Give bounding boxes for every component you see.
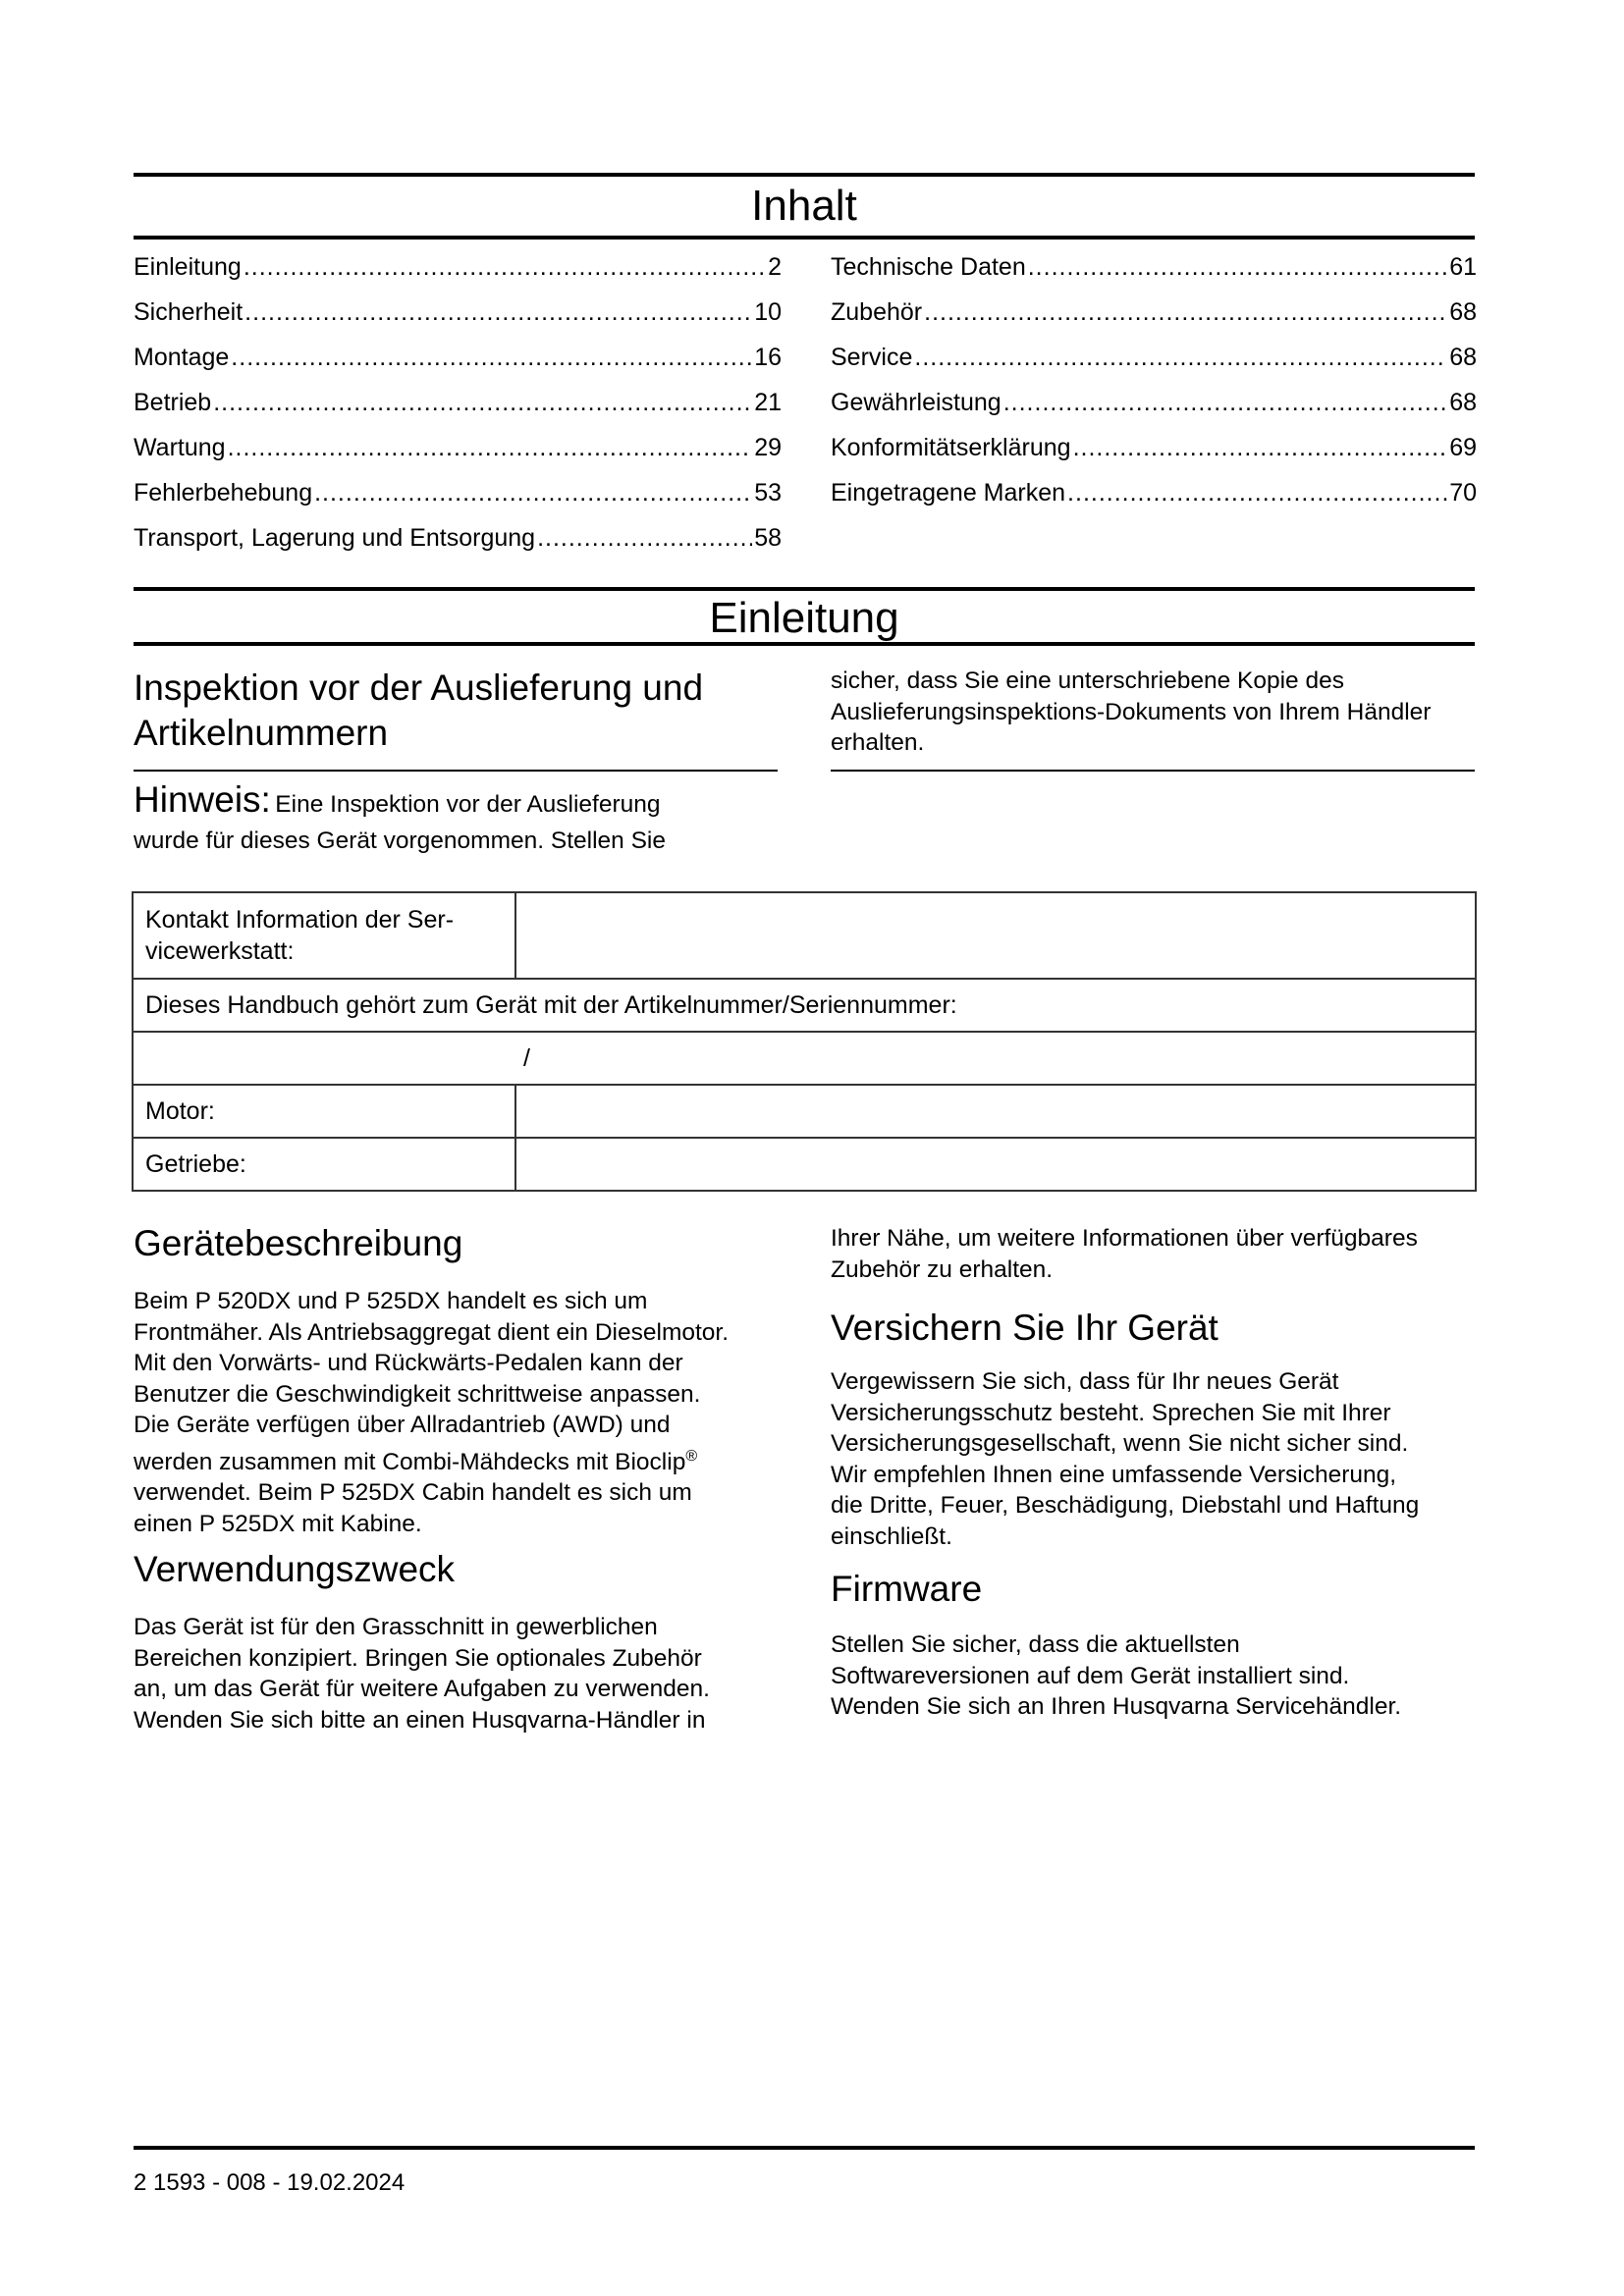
toc-item[interactable]: Konformitätserklärung ..... 69 <box>831 428 1477 473</box>
einleitung-bottom-rule <box>134 642 1475 646</box>
toc-right-column <box>831 247 1477 518</box>
toc-left-column <box>134 247 782 563</box>
getriebe-label: Getriebe: <box>133 1138 515 1191</box>
serial-number-field[interactable]: / <box>133 1032 1476 1085</box>
toc-item[interactable]: Fehlerbehebung ..... 53 <box>134 473 782 518</box>
toc-top-rule <box>134 173 1475 177</box>
toc-title: Inhalt <box>751 182 857 230</box>
service-info-form <box>132 891 1477 1192</box>
footer-rule <box>134 2146 1475 2150</box>
toc-item[interactable]: Sicherheit ..... 10 <box>134 293 782 338</box>
manual-belongs-label: Dieses Handbuch gehört zum Gerät mit der Artikelnummer/Seriennummer: <box>133 979 1476 1032</box>
toc-item[interactable]: Eingetragene Marken ..... 70 <box>831 473 1477 518</box>
einleitung-title: Einleitung <box>709 594 899 642</box>
toc-item[interactable]: Montage ..... 16 <box>134 338 782 383</box>
firmware-heading: Firmware <box>831 1569 983 1609</box>
motor-field[interactable] <box>515 1085 1476 1138</box>
toc-bottom-rule <box>134 236 1475 240</box>
inspection-right-text: sicher, dass Sie eine unterschriebene Kopie des Auslieferungsinspektions-Dokuments von Ihrem Händler erhalten. <box>831 667 1432 756</box>
toc-item[interactable]: Betrieb ..... 21 <box>134 383 782 428</box>
verwendungszweck-text: Das Gerät ist für den Grasschnitt in gewerblichen Bereichen konzipiert. Bringen Sie optionales Zubehör an, um das Gerät für weitere Aufgaben zu verwenden. Wenden Sie sich bitte an einen Husqvarna-Händler in <box>134 1614 710 1734</box>
hinweis-note: Hinweis: Eine Inspektion vor der Auslieferung wurde für dieses Gerät vorgenommen. Stellen Sie <box>134 779 666 854</box>
contact-label: Kontakt Information der Ser- vicewerkstatt: <box>133 892 515 979</box>
toc-item[interactable]: Wartung ..... 29 <box>134 428 782 473</box>
verwendungszweck-heading: Verwendungszweck <box>134 1549 456 1589</box>
geraetebeschreibung-heading: Gerätebeschreibung <box>134 1223 463 1263</box>
contact-field[interactable] <box>515 892 1476 979</box>
firmware-text: Stellen Sie sicher, dass die aktuellsten Softwareversionen auf dem Gerät installiert sind. Wenden Sie sich an Ihren Husqvarna Servicehändler. <box>831 1631 1402 1720</box>
toc-item[interactable]: Service ..... 68 <box>831 338 1477 383</box>
toc-item[interactable]: Zubehör ..... 68 <box>831 293 1477 338</box>
inspection-right-rule <box>831 770 1475 772</box>
toc-item[interactable]: Transport, Lagerung und Entsorgung ..... 58 <box>134 518 782 563</box>
motor-label: Motor: <box>133 1085 515 1138</box>
versichern-text: Vergewissern Sie sich, dass für Ihr neues Gerät Versicherungsschutz besteht. Sprechen Sie mit Ihrer Versicherungsgesellschaft, wenn Sie nicht sicher sind. Wir empfehlen Ihnen eine umfassende Versicherung, die Dritte, Feuer, Beschädigung, Diebstahl und Haftung einschließt. <box>831 1368 1420 1550</box>
toc-item[interactable]: Gewährleistung ..... 68 <box>831 383 1477 428</box>
getriebe-field[interactable] <box>515 1138 1476 1191</box>
toc-item[interactable]: Technische Daten ..... 61 <box>831 247 1477 293</box>
versichern-heading: Versichern Sie Ihr Gerät <box>831 1308 1218 1348</box>
inspection-heading: Inspektion vor der Auslieferung und Artikelnummern <box>134 667 704 753</box>
footer-page-info: 2 1593 - 008 - 19.02.2024 <box>134 2169 406 2196</box>
verwendungszweck-continued: Ihrer Nähe, um weitere Informationen über verfügbares Zubehör zu erhalten. <box>831 1225 1418 1283</box>
toc-item[interactable]: Einleitung ..... 2 <box>134 247 782 293</box>
registered-mark: ® <box>685 1447 698 1465</box>
hinweis-label: Hinweis: <box>134 779 271 820</box>
geraetebeschreibung-text: Beim P 520DX und P 525DX handelt es sich um Frontmäher. Als Antriebsaggregat dient ein Dieselmotor. Mit den Vorwärts- und Rückwärts-Pedalen kann der Benutzer die Geschwindigkeit schrittweise anpassen. Die Geräte verfügen über Allradantrieb (AWD) und werden zusammen mit Combi-Mähdecks mit Bioclip® verwendet. Beim P 525DX Cabin handelt es sich um einen P 525DX mit Kabine. <box>134 1288 730 1537</box>
inspection-heading-rule <box>134 770 778 772</box>
